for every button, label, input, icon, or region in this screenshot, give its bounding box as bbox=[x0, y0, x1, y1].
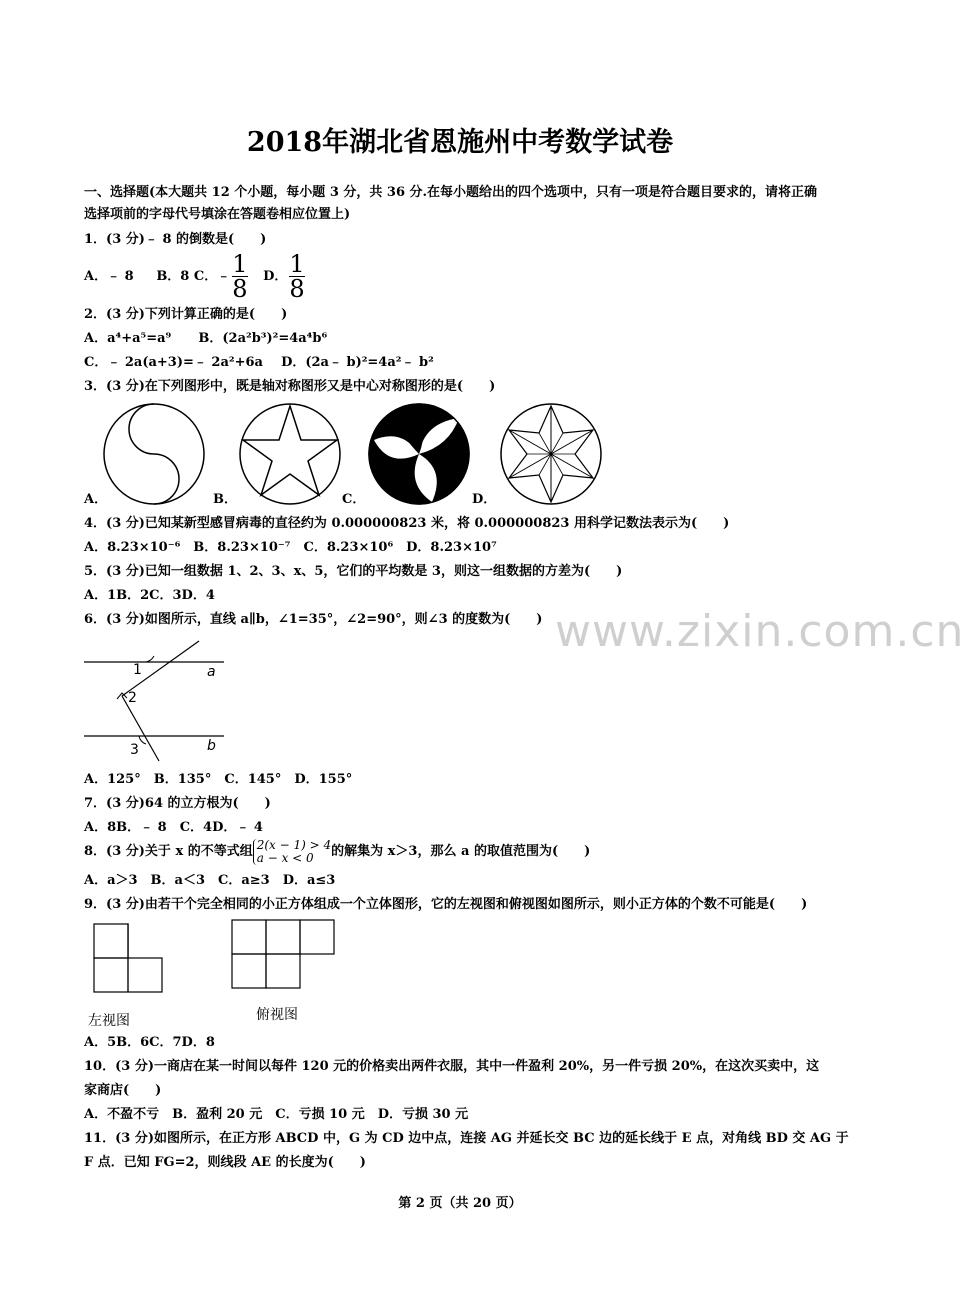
q1-fraction-c bbox=[232, 250, 248, 303]
q6-options: A．125° B．135° C．145° D．155° bbox=[84, 772, 353, 787]
q2-options-row2 bbox=[84, 354, 434, 372]
left-view-figure bbox=[94, 924, 162, 992]
frac-denominator: 8 bbox=[232, 275, 248, 303]
figure-b-star bbox=[240, 404, 340, 504]
q7-stem: 7．(3 分)64 的立方根为( ) bbox=[84, 796, 271, 811]
q10-options: A．不盈不亏 B．盈利 20 元 C．亏损 10 元 D．亏损 30 元 bbox=[84, 1107, 469, 1122]
q6-stem: 6．(3 分)如图所示，直线 a∥b，∠1=35°，∠2=90°，则∠3 的度数为( ) bbox=[84, 612, 543, 627]
frac-denominator: 8 bbox=[289, 275, 305, 303]
q1-fraction-d bbox=[289, 250, 305, 303]
section-instructions-line1: 一、选择题(本大题共 12 个小题，每小题 3 分，共 36 分.在每小题给出的四个选项中，只有一项是符合题目要求的，请将正确 bbox=[84, 185, 818, 200]
q9-figures bbox=[90, 918, 350, 998]
q3-stem: 3．(3 分)在下列图形中，既是轴对称图形又是中心对称图形的是( ) bbox=[84, 379, 496, 394]
q9-stem: 9．(3 分)由若干个完全相同的小正方体组成一个立体图形，它的左视图和俯视图如图所示，则小正方体的个数不可能是( ) bbox=[84, 897, 808, 912]
q6-label-3: 3 bbox=[130, 742, 139, 758]
q1-options bbox=[84, 252, 307, 302]
q1-option-d: D． bbox=[263, 269, 288, 284]
q6-label-2: 2 bbox=[128, 690, 137, 706]
frac-numerator: 1 bbox=[289, 250, 305, 278]
figure-c-swirl bbox=[369, 404, 469, 504]
section-instructions-line2: 选择项前的字母代号填涂在答题卷相应位置上) bbox=[84, 207, 351, 222]
q8-options: A．a＞3 B．a＜3 C．a≥3 D．a≤3 bbox=[84, 873, 336, 888]
q8-suffix: 的解集为 x＞3，那么 a 的取值范围为( ) bbox=[331, 844, 591, 859]
q2-options-row1 bbox=[84, 330, 327, 348]
q2-stem: 2．(3 分)下列计算正确的是( ) bbox=[84, 307, 288, 322]
q9-left-view-label: 左视图 bbox=[88, 1013, 130, 1029]
q6-label-1: 1 bbox=[133, 662, 142, 678]
watermark: www.zixin.com.cn bbox=[555, 606, 964, 657]
q8-inequality-2: a − x < 0 bbox=[256, 850, 314, 865]
q7-options: A．8B．﹣ 8 C．4D．﹣ 4 bbox=[84, 820, 263, 835]
frac-numerator: 1 bbox=[232, 250, 248, 278]
q2-option-d: D．(2a﹣ b)²=4a²﹣ b² bbox=[281, 355, 434, 370]
q2-option-b: B．(2a²b³)²=4a⁴b⁶ bbox=[198, 331, 328, 346]
q3-label-a: A． bbox=[84, 492, 108, 507]
q3-label-b: B． bbox=[213, 492, 237, 507]
q4-stem: 4．(3 分)已知某新型感冒病毒的直径约为 0.000000823 米，将 0.000000823 用科学记数法表示为( ) bbox=[84, 516, 730, 531]
q1-option-b: B．8 bbox=[156, 269, 190, 284]
q8-inequality-1: 2(x − 1) > 4 bbox=[256, 837, 332, 852]
q2-option-c: C．﹣ 2a(a+3)=﹣ 2a²+6a bbox=[84, 355, 263, 370]
page-title: 2018年湖北省恩施州中考数学试卷 bbox=[246, 127, 674, 158]
figure-d-hexagram bbox=[501, 404, 601, 504]
q5-options: A．1B．2C．3D．4 bbox=[84, 588, 215, 603]
q9-options: A．5B．6C．7D．8 bbox=[84, 1035, 215, 1050]
q8-stem bbox=[84, 838, 590, 866]
q8-inequality-system bbox=[253, 839, 331, 865]
q11-line1: 11．(3 分)如图所示，在正方形 ABCD 中，G 为 CD 边中点，连接 AG 并延长交 BC 边的延长线于 E 点，对角线 BD 交 AG 于 bbox=[84, 1131, 849, 1146]
q9-top-view-label: 俯视图 bbox=[256, 1007, 298, 1023]
q1-option-c: C．﹣ bbox=[193, 269, 231, 284]
q10-line1: 10．(3 分)一商店在某一时间以每件 120 元的价格卖出两件衣服，其中一件盈利 20%，另一件亏损 20%，在这次买卖中，这 bbox=[84, 1059, 820, 1074]
q5-stem: 5．(3 分)已知一组数据 1、2、3、x、5，它们的平均数是 3，则这一组数据的方差为( ) bbox=[84, 564, 623, 579]
q3-label-d: D． bbox=[472, 492, 497, 507]
q6-label-a: a bbox=[207, 664, 216, 680]
q3-label-c: C． bbox=[342, 492, 366, 507]
q10-line2: 家商店( ) bbox=[84, 1083, 162, 1098]
page-footer: 第 2 页（共 20 页） bbox=[398, 1196, 522, 1211]
q1-option-a: A．﹣ 8 bbox=[84, 269, 134, 284]
top-view-figure bbox=[232, 920, 334, 988]
q2-option-a: A．a⁴+a⁵=a⁹ bbox=[84, 331, 172, 346]
q11-line2: F 点．已知 FG=2，则线段 AE 的长度为( ) bbox=[84, 1155, 366, 1170]
q4-options: A．8.23×10⁻⁶ B．8.23×10⁻⁷ C．8.23×10⁶ D．8.23×10⁷ bbox=[84, 540, 497, 555]
q1-stem: 1．(3 分)﹣ 8 的倒数是( ) bbox=[84, 232, 267, 247]
q8-prefix: 8．(3 分)关于 x 的不等式组 bbox=[84, 844, 253, 859]
figure-a-yinyang bbox=[104, 404, 204, 504]
q6-label-b: b bbox=[207, 738, 216, 754]
